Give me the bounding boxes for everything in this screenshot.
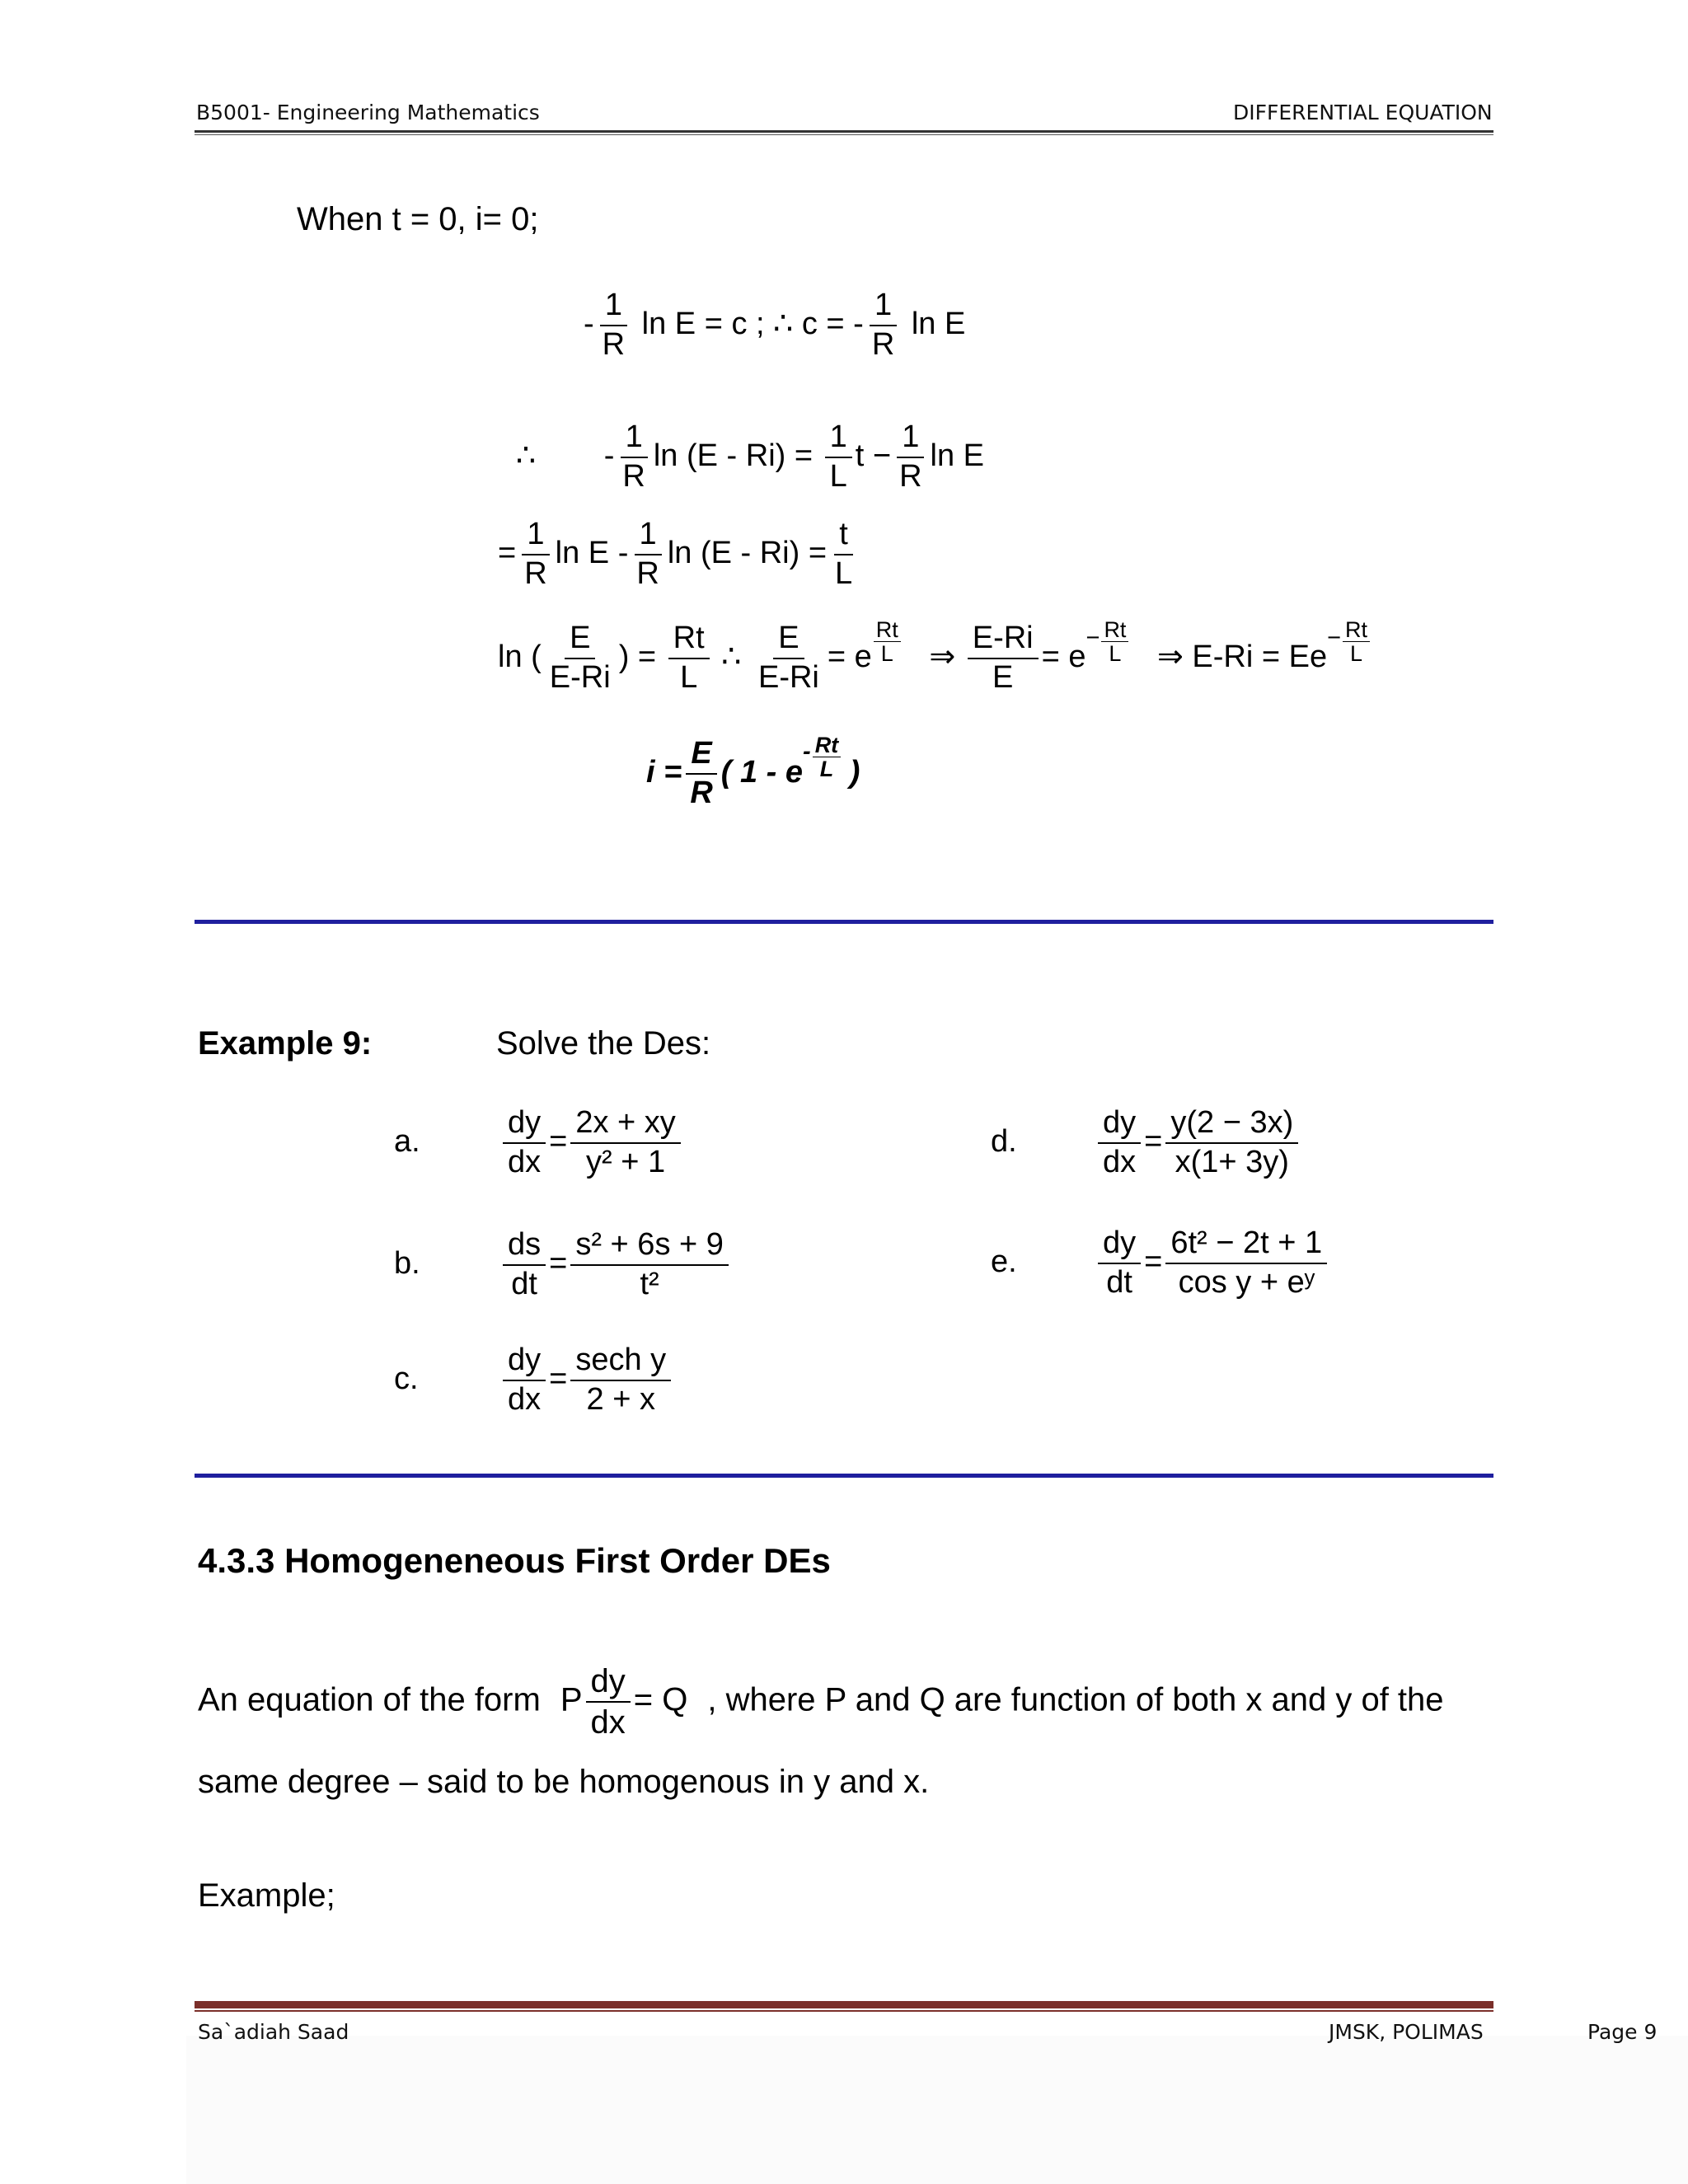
footer-shade — [186, 2036, 1688, 2184]
header-rule-thin — [195, 134, 1493, 135]
header-rule — [195, 130, 1493, 133]
equation-line-1: - $\frac{1}{R}$ ln E = c ; ∴ c = - $\frac{1}{R}$ ln E — [584, 288, 966, 362]
equation-line-3: = $\frac{1}{R}$ ln E - $\frac{1}{R}$ ln (E - Ri) = $\frac{t}{L}$ — [498, 517, 853, 591]
initial-condition-line: When t = 0, i= 0; — [297, 201, 539, 237]
exercise-d: d. $\frac{dy}{dx}$ = $\frac{y(2 - 3x)}{x(1+ 3y)}$ — [991, 1106, 1301, 1180]
header-chapter-title: DIFFERENTIAL EQUATION — [1233, 101, 1493, 124]
example-label: Example 9: — [198, 1025, 373, 1062]
example-intro: Example; — [198, 1877, 335, 1914]
page-number: Page 9 — [1587, 2020, 1658, 2044]
exercise-e: e. $\frac{dy}{dt}$ = $\frac{\text{6t² − 2t + 1}}{\text{cos y + eʸ}}$ — [991, 1226, 1330, 1301]
header-course-title: B5001- Engineering Mathematics — [196, 101, 540, 124]
footer-author: Sa`adiah Saad — [198, 2020, 349, 2044]
footer-rule-thin — [195, 2010, 1493, 2012]
section-heading: 4.3.3 Homogeneneous First Order DEs — [198, 1541, 831, 1580]
current-solution-result: i = $\frac{E}{R}$ ( 1 - e- $\frac{Rt}{L}$ ) — [646, 733, 860, 810]
definition-paragraph-line-2: same degree – said to be homogenous in y and x. — [198, 1764, 930, 1800]
equation-line-4: ln ( $\frac{E}{E-Ri}$ ) = $\frac{Rt}{L}$ ∴ $\frac{E}{E-Ri}$ = e $\frac{Rt}{L}$ ⇒ $\frac{E-Ri}{E}$ = e− $\frac{Rt}{L}$ ⇒ E-Ri = Ee− $\frac{Rt}{L}$ — [498, 618, 1370, 696]
footer-rule — [195, 2001, 1493, 2008]
equation-line-2: ∴ - $\frac{1}{R}$ ln (E - Ri) = $\frac{1}{L}$ t − $\frac{1}{R}$ ln E — [516, 419, 985, 494]
exercise-c: c. $\frac{dy}{dx}$ = $\frac{\text{sech y}}{2 + x}$ — [394, 1343, 674, 1418]
example-instruction: Solve the Des: — [496, 1025, 711, 1062]
definition-paragraph: An equation of the form P $\frac{dy}{dx}$ = Q , where P and Q are function of both x and y of the — [198, 1663, 1444, 1741]
exercise-b: b. $\frac{ds}{dt}$ = $\frac{\text{s² + 6s + 9}}{\text{t²}}$ — [394, 1228, 732, 1302]
section-divider — [195, 920, 1493, 924]
section-divider-2 — [195, 1474, 1493, 1478]
footer-institution: JMSK, POLIMAS — [1329, 2020, 1484, 2044]
exercise-a: a. $\frac{dy}{dx}$ = $\frac{2x + xy}{\text{y² + 1}}$ — [394, 1106, 684, 1180]
